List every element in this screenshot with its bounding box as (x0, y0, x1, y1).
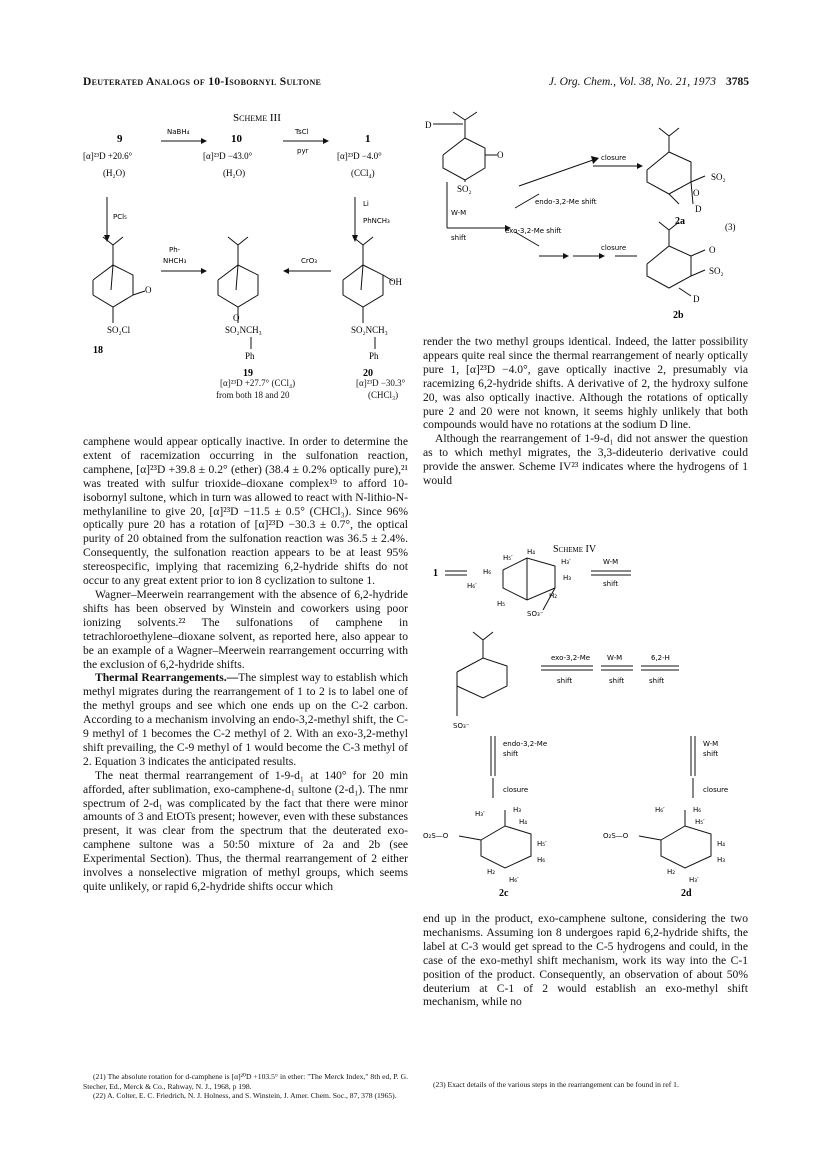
h4h5-2c: H₄ (519, 818, 528, 826)
exo32-label: exo-3,2-Me (551, 654, 591, 662)
o-label-19: O (233, 313, 240, 323)
h4-2d: H₄ (717, 840, 726, 848)
paragraph: Wagner–Meerwein rearrangement with the absence of 6,2-hydride shifts has been observed by Winstein and coworkers using poor ionizing solvents.²² The sulfonations of camphene in tetrachloroethylene–dioxane solvent, as reported here, also appear to be an example of a Wagner–Meerwein rearrangement occurring with the exclusion of 6,2-hydride shifts. (83, 587, 408, 671)
structure-2b (647, 222, 705, 296)
shift-label-right: shift (703, 750, 719, 758)
wm-label-mid: W-M (607, 654, 623, 662)
compound-1-label: 1 (433, 568, 438, 579)
equation-number: (3) (725, 222, 736, 232)
so2nch3-label-19: SO₂NCH₃ (225, 325, 262, 335)
h62-label: 6,2-H (651, 654, 670, 662)
endo32-label: endo-3,2-Me (503, 740, 548, 748)
closure-label-left: closure (503, 786, 529, 794)
h6-2c: H₆ (537, 856, 546, 864)
product-2c: 2c (499, 888, 509, 899)
structure-20 (343, 237, 393, 323)
right-column-bottom-text (423, 912, 748, 1009)
compound-9: 9 (117, 133, 123, 145)
closure-label-right: closure (703, 786, 729, 794)
h3-label-top: H₃ (563, 574, 572, 582)
so3-label-mid: SO₃⁻ (453, 722, 470, 730)
section-heading: Thermal Rearrangements.— (95, 671, 239, 685)
so2-label-2a: SO₂ (711, 172, 726, 182)
running-header-journal (549, 76, 749, 88)
closure-label-top: closure (601, 154, 627, 162)
h2-2c: H₂ (487, 868, 496, 876)
camphene-cation (457, 632, 507, 716)
cation-structure (503, 558, 558, 610)
h6p-label-top: H₆′ (467, 582, 477, 590)
h3-2d: H₃ (717, 856, 726, 864)
h5p-2d: H₅′ (695, 818, 705, 826)
paragraph: camphene would appear optically inactive. In order to determine the extent of racemization occurring in the sulfonation reaction, camphene, [α]²³D +39.8 ± 0.2° (ether) (38.4 ± 0.2% optically pure),²¹ was treated with sulfur trioxide–dioxane complex¹⁹ to afford 10-isobornyl sultone, which in turn was allowed to react with N-lithio-N-methylaniline to give 20, [α]²³D −11.5 ± 0.5° (CHCl₃). Since 96% optically pure 20 has a rotation of [α]²³D −30.3 ± 0.7°, the optical purity of 20 obtained from the sulfonation reaction was 36.5 ± 2.4%. Consequently, the sulfonation reaction appears to be at least 95% stereospecific, implying that racemizing 6,2-hydride shifts do not occur to any great extent prior to ion 8 cyclization to sultone 1. (83, 435, 408, 588)
shift-label-top: shift (603, 580, 619, 588)
compound-1-solvent: (CCl₄) (351, 168, 375, 178)
footnote: (21) The absolute rotation for d-camphene is [α]²⁰D +103.5° in ether: "The Merck Index," 8th ed, P. G. Stecher, Ed., Merck & Co., Rahway, N. J., 1968, p 198. (83, 1072, 408, 1091)
oh-label: OH (389, 277, 402, 287)
oso-2c: O₂S—O (423, 832, 449, 840)
product-2b: 2b (673, 310, 684, 321)
structure-19 (218, 237, 258, 323)
h3p-2d: H₃′ (689, 876, 699, 884)
compound-10-rotation: [α]²³D −43.0° (203, 151, 253, 161)
closure-label-bottom: closure (601, 244, 627, 252)
paragraph (83, 671, 408, 768)
compound-19-label: 19 (243, 368, 253, 379)
running-header-title: Deuterated Analogs of 10-Isobornyl Sultone (83, 76, 322, 88)
footnote: (22) A. Colter, E. C. Friedrich, N. J. Holness, and S. Winstein, J. Amer. Chem. Soc., 87, 378 (1965). (93, 1091, 397, 1100)
oso-2d: O₂S—O (603, 832, 629, 840)
tscl-reagent: TsCl (295, 128, 309, 136)
o-label-18: O (145, 285, 152, 295)
d-label: D (425, 120, 432, 130)
shift-label-mid-1: shift (557, 677, 573, 685)
d-label-2a: D (695, 204, 702, 214)
h2-label-top: H₂ (549, 592, 558, 600)
structure-1-d (433, 112, 497, 182)
structure-18 (93, 237, 145, 323)
compound-19-source: from both 18 and 20 (216, 390, 290, 400)
compound-20-label: 20 (363, 368, 373, 379)
scheme-iv (423, 540, 753, 900)
equation-3 (423, 100, 753, 325)
so2nch3-label-20: SO₂NCH₃ (351, 325, 388, 335)
wm-label-top: W-M (603, 558, 619, 566)
compound-20-rotation: [α]²³D −30.3° (356, 378, 406, 388)
scheme-iii (83, 95, 413, 395)
scheme-iv-title: Scheme IV (553, 544, 597, 555)
so2-label-1: SO₂ (457, 184, 472, 194)
paragraph: render the two methyl groups identical. Indeed, the latter possibility appears quite real since the thermal rearrangement of nearly optically pure 1, [α]²³D −4.0°, gave optically inactive 2, presumably via racemizing 6,2-hydride shifts. A derivative of 2, the hydroxy sulfone 20, was also optically inactive. Although the rotations of optically pure 2 and 20 were not known, it seems highly unlikely that both compounds would have no rotations at the sodium D line. (423, 335, 748, 432)
endo-shift-label: endo-3,2-Me shift (535, 198, 597, 206)
so2cl-label: SO₂Cl (107, 325, 131, 335)
h5-label-top: H₅ (497, 600, 506, 608)
compound-1: 1 (365, 133, 371, 145)
paragraph: The neat thermal rearrangement of 1-9-d₁ at 140° for 20 min afforded, after sublimation, exo-camphene-d₁ sultone (2-d₁). The nmr spectrum of 2-d₁ was complicated by the fact that there were minor amounts of 3 and EtOTs present; however, even with these substances present, it was clear from the spectrum that the deuterated exo-camphene sultone was a 50:50 mixture of 2a and 2b (see Experimental Section). Thus, the thermal rearrangement of 2 either involves a nonselective migration of methyl groups, which seems quite unlikely, or rapid 6,2-hydride shifts occur which (83, 768, 408, 893)
left-footnotes (83, 1072, 408, 1101)
right-footnotes (423, 1080, 748, 1090)
compound-18-label: 18 (93, 345, 103, 356)
phnch3-reagent: PhNCH₃ (363, 217, 390, 225)
o-label-2a: O (693, 188, 700, 198)
shift-label-mid-2: shift (609, 677, 625, 685)
h5p-2c: H₅′ (537, 840, 547, 848)
h3p-2c: H₃′ (475, 810, 485, 818)
h6-label-top: H₆ (483, 568, 492, 576)
nhch3-reagent: NHCH₃ (163, 257, 187, 265)
pcl5-reagent: PCl₅ (113, 213, 127, 221)
h5p-label-top: H₅′ (503, 554, 513, 562)
h6-2d: H₆ (693, 806, 702, 814)
h6p-2d: H₆′ (655, 806, 665, 814)
o-label-1: O (497, 150, 504, 160)
h4-label: H₄ (527, 548, 536, 556)
paragraph-body: The simplest way to establish which methyl migrates during the rearrangement of 1 to 2 is to label one of the methyl groups and see which one ends up on the C-2 carbon. According to a mechanism involving an endo-3,2-methyl shift, the C-9 methyl of 1 becomes the C-2 methyl of 2. With an exo-3,2-methyl shift prevailing, the C-9 methyl of 1 would become the C-3 methyl of 2. Equation 3 indicates the anticipated results. (83, 671, 408, 768)
compound-9-solvent: (H₂O) (103, 168, 126, 178)
left-column-text (83, 435, 408, 894)
paragraph: Although the rearrangement of 1-9-d₁ did not answer the question as to which methyl migrates, the 3,3-dideuterio derivative could provide the answer. Scheme IV²³ indicates where the hydrogens of 1 would (423, 432, 748, 488)
shift-label-left: shift (503, 750, 519, 758)
nabh4-reagent: NaBH₄ (167, 128, 190, 136)
right-column-text (423, 335, 748, 488)
compound-9-rotation: [α]²³D +20.6° (83, 151, 133, 161)
li-reagent: Li (363, 200, 369, 208)
wm-label: W-M (451, 209, 467, 217)
ph-label-20: Ph (369, 351, 379, 361)
so3-label-top: SO₃⁻ (527, 610, 544, 618)
h6p-2c: H₆′ (509, 876, 519, 884)
compound-10: 10 (231, 133, 242, 145)
h3-2c: H₃ (513, 806, 522, 814)
d-label-2b: D (693, 294, 700, 304)
page-number: 3785 (726, 76, 749, 88)
so2-label-2b: SO₂ (709, 266, 724, 276)
compound-19-rotation: [α]²³D +27.7° (CCl₄) (220, 378, 296, 388)
compound-10-solvent: (H₂O) (223, 168, 246, 178)
shift-label-mid-3: shift (649, 677, 665, 685)
shift-label: shift (451, 234, 467, 242)
scheme-iii-title: Scheme III (233, 112, 281, 124)
footnote: (23) Exact details of the various steps in the rearrangement can be found in ref 1. (433, 1080, 679, 1089)
paragraph: end up in the product, exo-camphene sultone, considering the two mechanisms. Assuming ion 8 undergoes rapid 6,2-hydride shifts, the label at C-3 would get spread to the C-5 hydrogens and could, in the case of the exo-methyl shift mechanism, work its way into the C-1 position of the product. Consequently, an observation of about 50% deuterium at C-1 of 2 would establish an exo-methyl shift mechanism, while no (423, 912, 748, 1009)
cro3-reagent: CrO₃ (301, 257, 318, 265)
product-2d: 2d (681, 888, 692, 899)
pyr-reagent: pyr (297, 147, 309, 155)
product-2a: 2a (675, 216, 685, 227)
exo-shift-label: exo-3,2-Me shift (505, 227, 562, 235)
compound-1-rotation: [α]²³D −4.0° (337, 151, 382, 161)
h2-2d: H₂ (667, 868, 676, 876)
wm-label-right: W-M (703, 740, 719, 748)
h3p-label-top: H₃′ (561, 558, 571, 566)
o-label-2b: O (709, 245, 716, 255)
compound-20-solvent: (CHCl₃) (368, 390, 399, 400)
ph-reagent: Ph- (169, 246, 181, 254)
journal-citation: J. Org. Chem., Vol. 38, No. 21, 1973 (548, 76, 716, 88)
ph-label-19: Ph (245, 351, 255, 361)
